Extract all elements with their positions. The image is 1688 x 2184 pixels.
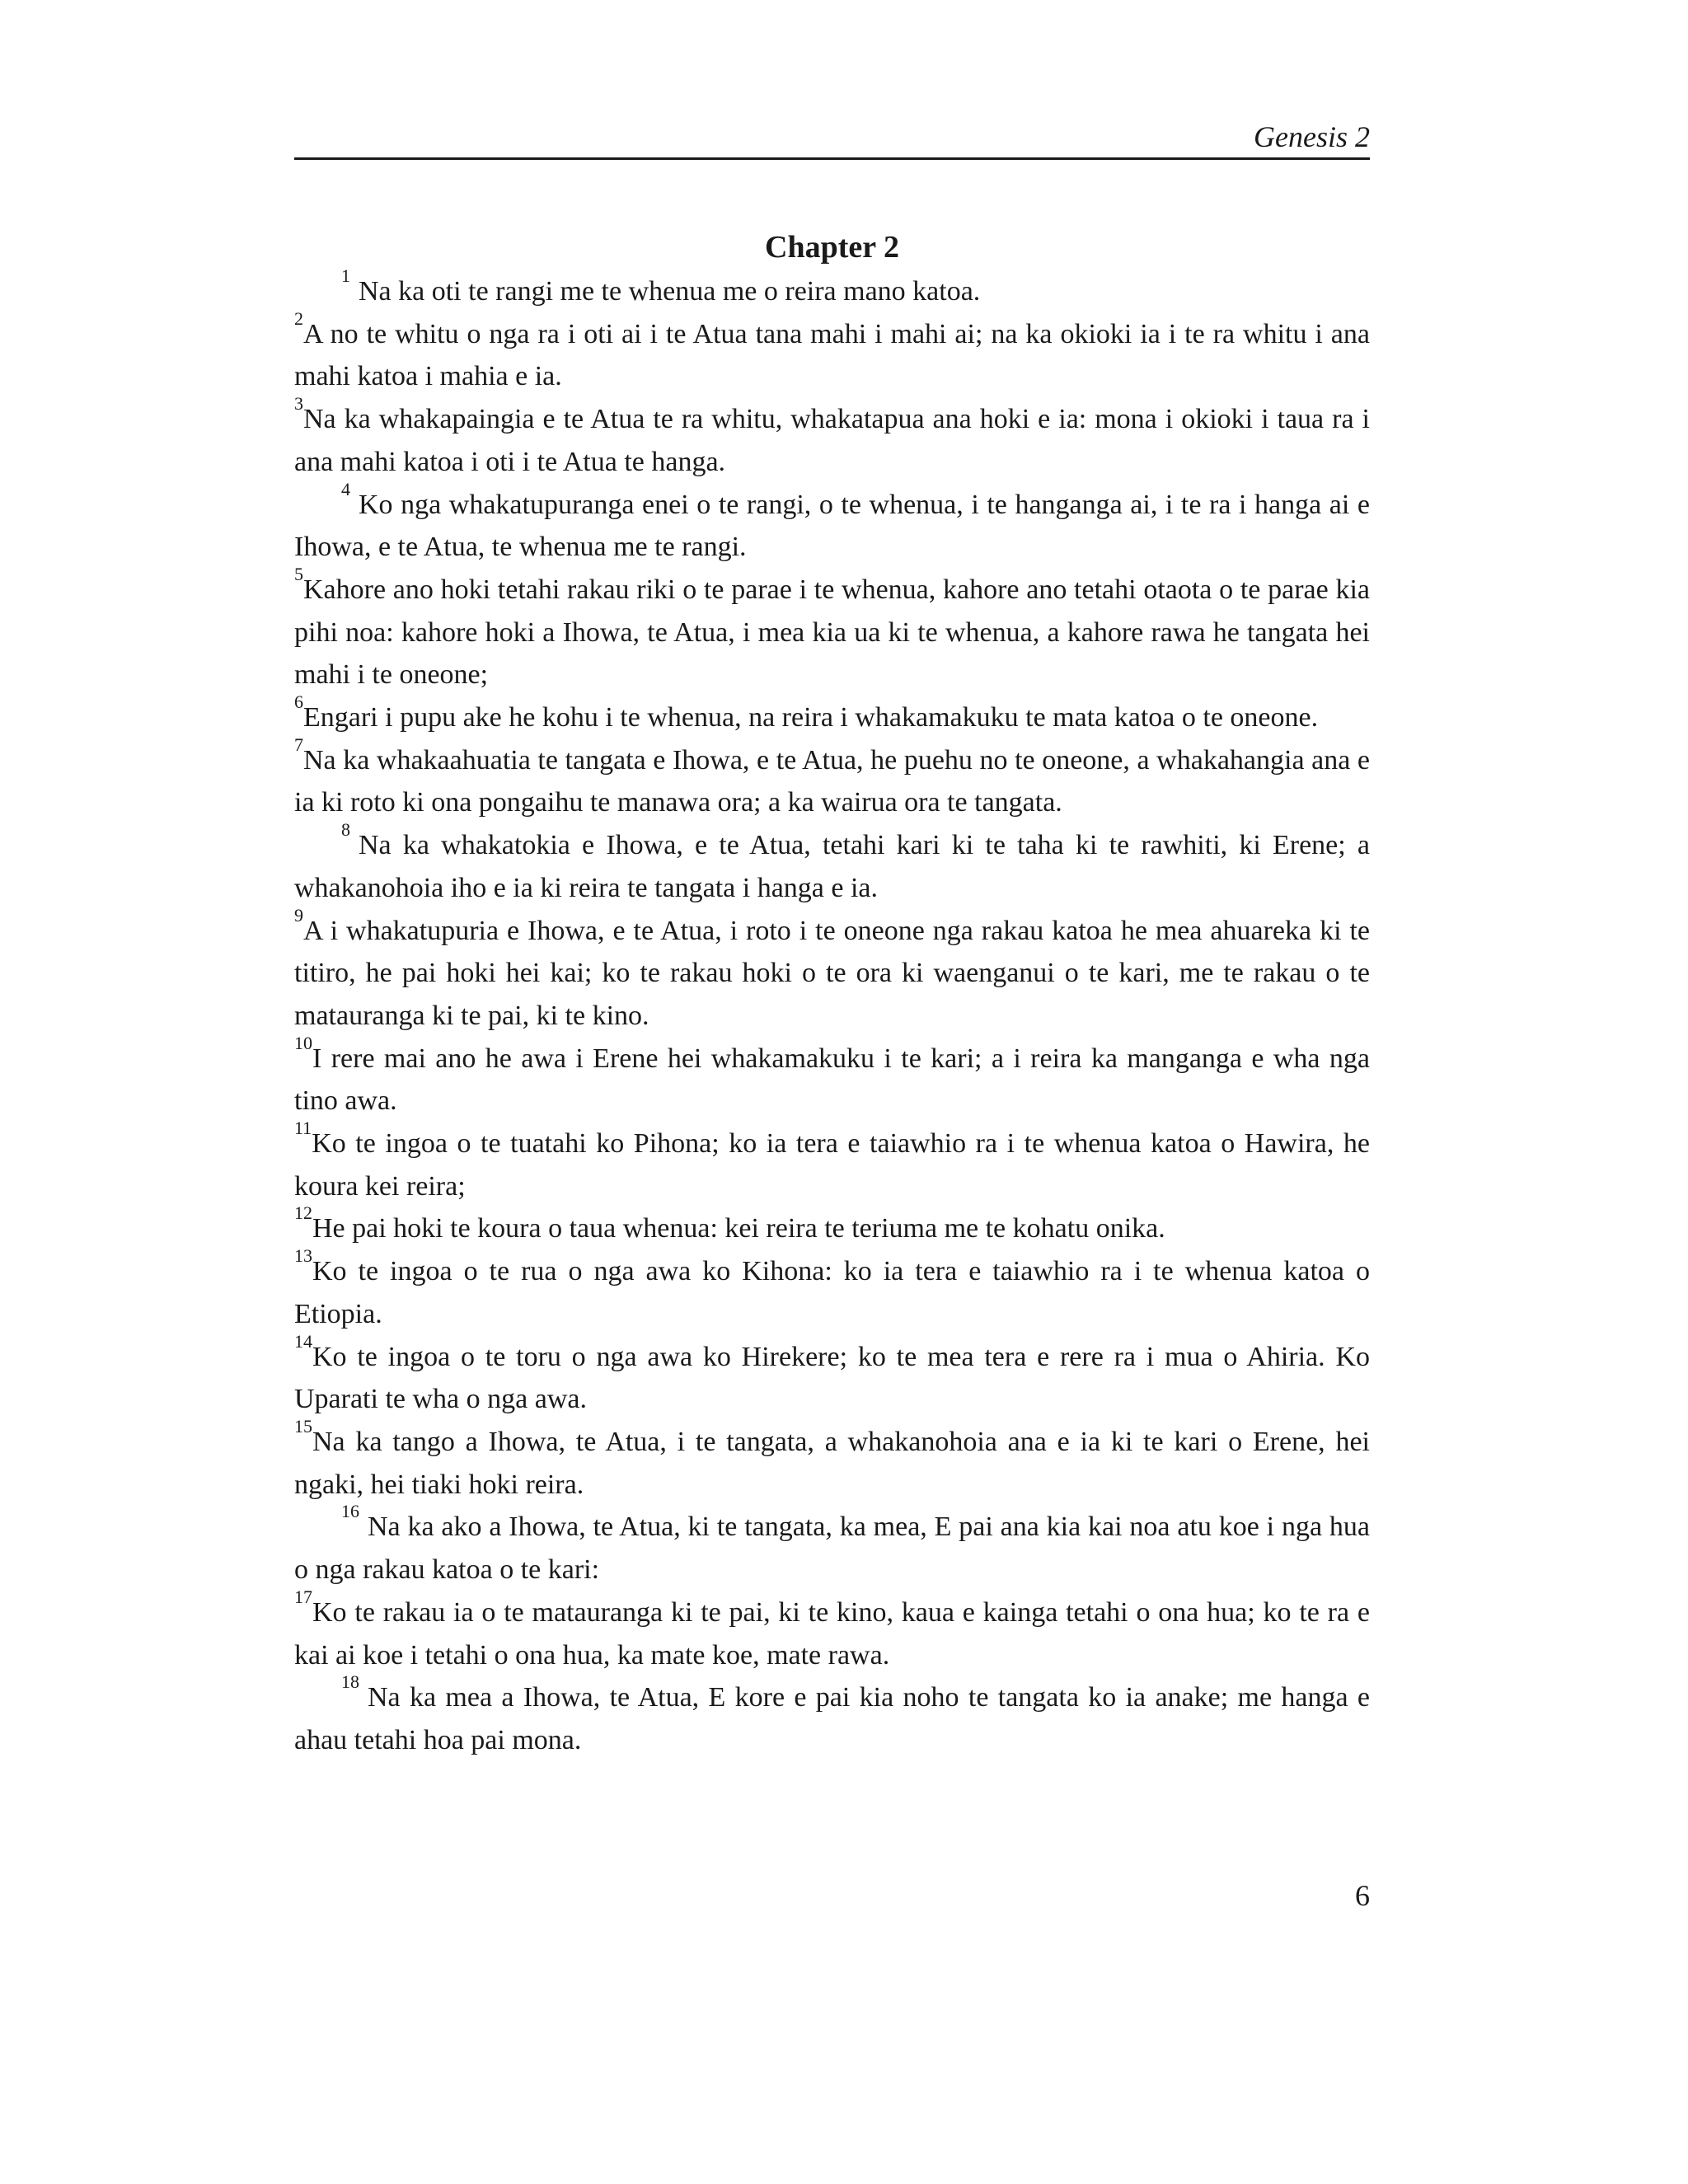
verse-text: Ko te ingoa o te rua o nga awa ko Kihona: ko ia tera e taiawhio ra i te whenua katoa o Etiopia. (294, 1256, 1370, 1329)
page-body (294, 224, 1370, 1762)
verse-text: Ko te rakau ia o te matauranga ki te pai, ki te kino, kaua e kainga tetahi o ona hua; ko te ra e kai ai koe i tetahi o ona hua, ka mate koe, mate rawa. (294, 1596, 1370, 1671)
verse-6 (294, 691, 1370, 739)
chapter-title: Chapter 2 (765, 230, 899, 265)
verse-13 (294, 1245, 1370, 1335)
verse-text: Na ka tango a Ihowa, te Atua, i te tangata, a whakanohoia ana e ia ki te kari o Erene, hei ngaki, hei tiaki hoki reira. (294, 1426, 1370, 1500)
verse-text: Engari i pupu ake he kohu i te whenua, na reira i whakamakuku te mata katoa o te oneone. (303, 702, 1319, 733)
verse-number: 15 (294, 1415, 312, 1436)
verse-number: 9 (294, 904, 303, 926)
verse-text: Kahore ano hoki tetahi rakau riki o te parae i te whenua, kahore ano tetahi otaota o te parae kia pihi noa: kahore hoki a Ihowa, te Atua, i mea kia ua ki te whenua, a kahore rawa he tangata hei mahi i te oneone; (294, 574, 1370, 691)
verse-text: Ko te ingoa o te toru o nga awa ko Hirekere; ko te mea tera e rere ra i mua o Ahiria. Ko Uparati te wha o nga awa. (294, 1341, 1370, 1415)
verse-10 (294, 1032, 1370, 1122)
verse-text: I rere mai ano he awa i Erene hei whakamakuku i te kari; a i reira ka manganga e wha nga tino awa. (294, 1043, 1370, 1117)
page-number: 6 (1355, 1879, 1370, 1912)
verse-text: Na ka ako a Ihowa, te Atua, ki te tangata, ka mea, E pai ana kia kai noa atu koe i nga hua o nga rakau katoa o te kari: (294, 1511, 1370, 1586)
verse-number: 10 (294, 1032, 312, 1053)
verse-2 (294, 307, 1370, 398)
verse-7 (294, 733, 1370, 824)
verse-number: 13 (294, 1245, 312, 1267)
verse-1 (294, 265, 1370, 313)
verse-text: Ko te ingoa o te tuatahi ko Pihona; ko ia tera e taiawhio ra i te whenua katoa o Hawira, he koura kei reira; (294, 1128, 1370, 1202)
running-header: Genesis 2 (1254, 120, 1370, 153)
verse-text: Ko nga whakatupuranga enei o te rangi, o te whenua, i te hanganga ai, i te ra i hanga ai e Ihowa, e te Atua, te whenua me te rangi. (294, 489, 1370, 563)
verse-14 (294, 1330, 1370, 1421)
verse-12 (294, 1202, 1370, 1250)
verse-number: 3 (294, 393, 303, 415)
verse-number: 7 (294, 733, 303, 755)
verse-text: He pai hoki te koura o taua whenua: kei reira te teriuma me te kohatu onika. (312, 1213, 1165, 1244)
verse-11 (294, 1118, 1370, 1207)
verse-number: 8 (341, 819, 350, 841)
verse-4 (294, 478, 1370, 569)
verse-text: A no te whitu o nga ra i oti ai i te Atua tana mahi i mahi ai; na ka okioki ia i te ra whitu i ana mahi katoa i mahia e ia. (294, 318, 1370, 392)
verse-text: Na ka mea a Ihowa, te Atua, E kore e pai kia noho te tangata ko ia anake; me hanga e ahau tetahi hoa pai mona. (294, 1682, 1370, 1755)
verse-number: 11 (294, 1118, 312, 1139)
verse-17 (294, 1586, 1370, 1676)
verse-number: 17 (294, 1586, 312, 1607)
verse-number: 1 (341, 265, 350, 286)
verse-number: 6 (294, 691, 303, 713)
verse-number: 12 (294, 1202, 312, 1224)
verse-text: Na ka oti te rangi me te whenua me o reira mano katoa. (359, 276, 981, 307)
verse-text: Na ka whakatokia e Ihowa, e te Atua, tetahi kari ki te taha ki te rawhiti, ki Erene; a whakanohoia iho e ia ki reira te tangata i hanga e ia. (294, 830, 1370, 903)
header-rule (294, 157, 1370, 160)
verse-number: 5 (294, 563, 303, 584)
verse-16 (294, 1501, 1370, 1591)
verse-text: A i whakatupuria e Ihowa, e te Atua, i roto i te oneone nga rakau katoa he mea ahuareka ki te titiro, he pai hoki hei kai; ko te rakau hoki o te ora ki waenganui o te kari, me te rakau o te matauranga ki te pai, ki te kino. (294, 915, 1370, 1031)
verse-9 (294, 904, 1370, 1038)
verse-5 (294, 563, 1370, 696)
verse-15 (294, 1415, 1370, 1506)
verse-number: 16 (341, 1501, 359, 1522)
verse-number: 18 (341, 1671, 359, 1693)
verse-text: Na ka whakapaingia e te Atua te ra whitu, whakatapua ana hoki e ia: mona i okioki i taua ra i ana mahi katoa i oti i te Atua te hanga. (294, 404, 1370, 477)
verse-18 (294, 1671, 1370, 1761)
verse-8 (294, 819, 1370, 909)
verse-3 (294, 393, 1370, 483)
verse-text: Na ka whakaahuatia te tangata e Ihowa, e te Atua, he puehu no te oneone, a whakahangia ana e ia ki roto ki ona pongaihu te manawa ora; a ka wairua ora te tangata. (294, 744, 1370, 818)
verse-number: 4 (341, 478, 350, 499)
verse-number: 2 (294, 307, 303, 329)
verse-number: 14 (294, 1330, 312, 1352)
